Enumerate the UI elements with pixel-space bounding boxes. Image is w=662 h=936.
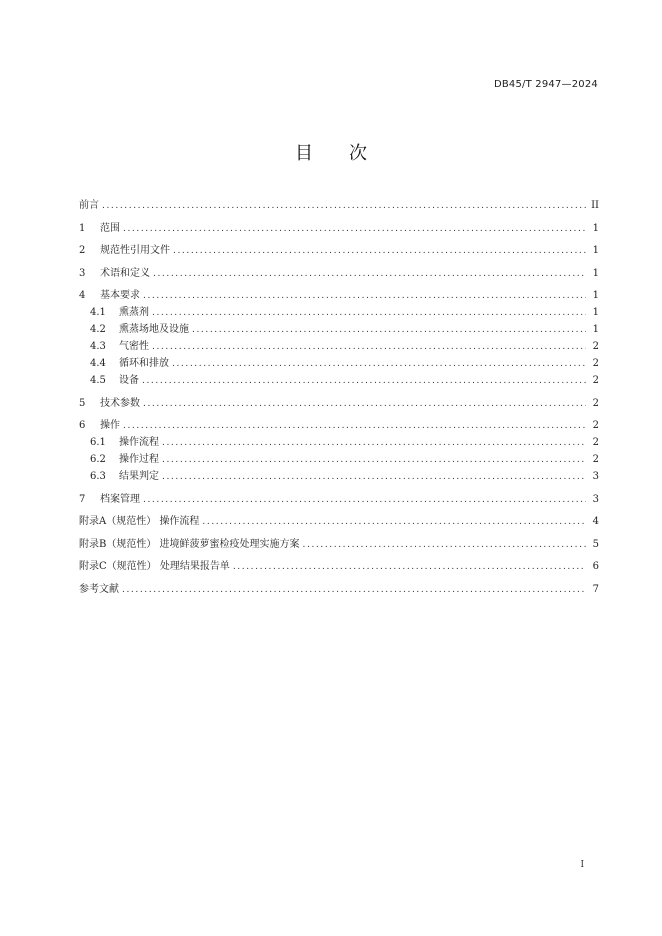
toc-entry-page: 2	[592, 375, 599, 386]
dot-leader	[162, 453, 586, 467]
dot-leader	[143, 289, 586, 303]
toc-entry[interactable]	[79, 323, 599, 337]
dot-leader	[303, 538, 586, 552]
toc-entry[interactable]	[79, 515, 599, 529]
toc-entry-label: 操作	[100, 420, 120, 431]
table-of-contents	[79, 199, 599, 597]
toc-entry-label: 技术参数	[100, 397, 140, 409]
toc-entry-page: 1	[592, 324, 599, 335]
toc-entry-page: II	[591, 200, 599, 211]
toc-entry[interactable]	[79, 436, 599, 450]
toc-entry-page: 4	[592, 516, 599, 527]
page-title	[0, 139, 662, 165]
dot-leader	[123, 222, 586, 236]
toc-entry-number: 6.2	[90, 454, 106, 465]
toc-entry-number: 4.4	[90, 358, 106, 369]
toc-entry-page: 1	[592, 222, 599, 234]
toc-entry-number: 6.3	[90, 471, 106, 482]
toc-entry-label: 循环和排放	[119, 358, 169, 369]
toc-entry-page: 2	[592, 358, 599, 369]
dot-leader	[172, 357, 586, 371]
toc-entry-page: 2	[592, 341, 599, 352]
toc-entry-page: 2	[592, 420, 599, 431]
toc-entry[interactable]	[79, 267, 599, 281]
dot-leader	[153, 267, 586, 281]
toc-entry-number: 1	[79, 222, 86, 234]
toc-entry-page: 1	[592, 267, 599, 279]
toc-entry-number: 2	[79, 245, 86, 256]
toc-entry-label: 规范性引用文件	[100, 245, 170, 256]
toc-entry-label: 参考文献	[79, 583, 119, 595]
toc-entry-number: 4.2	[90, 324, 106, 335]
toc-entry-number: 5	[79, 397, 86, 409]
toc-entry[interactable]	[79, 244, 599, 258]
dot-leader	[152, 306, 586, 320]
toc-entry-page: 3	[592, 493, 599, 505]
toc-entry-number: 6.1	[90, 437, 106, 448]
toc-entry-page: 3	[592, 471, 599, 482]
toc-entry-number: 6	[79, 420, 86, 431]
dot-leader	[122, 583, 586, 597]
toc-entry[interactable]	[79, 289, 599, 303]
document-code: DB45/T 2947—2024	[493, 79, 598, 90]
toc-entry-label: 熏蒸剂	[119, 307, 149, 318]
toc-entry-number: 4	[79, 290, 86, 301]
toc-entry-number: 3	[79, 267, 86, 279]
toc-entry[interactable]	[79, 419, 599, 433]
toc-entry-number: 4.3	[90, 341, 106, 352]
toc-entry-page: 1	[592, 290, 599, 301]
dot-leader	[142, 374, 586, 388]
toc-entry-label: 操作过程	[119, 454, 159, 465]
toc-entry-page: 1	[592, 245, 599, 256]
toc-entry-number: 4.5	[90, 375, 106, 386]
toc-entry[interactable]	[79, 397, 599, 411]
toc-entry-page: 6	[592, 561, 599, 572]
toc-entry[interactable]	[79, 560, 599, 574]
title-char-1: 目	[295, 143, 313, 164]
toc-entry-label: 档案管理	[100, 493, 140, 505]
toc-entry[interactable]	[79, 538, 599, 552]
dot-leader	[102, 199, 586, 213]
toc-entry[interactable]	[79, 306, 599, 320]
toc-entry[interactable]	[79, 199, 599, 213]
toc-entry-label: 结果判定	[119, 471, 159, 482]
page-number: I	[580, 860, 584, 870]
toc-entry-label: 附录A（规范性） 操作流程	[79, 516, 200, 527]
toc-entry-label: 操作流程	[119, 437, 159, 448]
dot-leader	[173, 244, 586, 258]
toc-entry-label: 设备	[119, 375, 139, 386]
toc-entry-label: 术语和定义	[100, 267, 150, 279]
toc-entry[interactable]	[79, 222, 599, 236]
title-char-2: 次	[349, 143, 367, 164]
toc-entry-label: 熏蒸场地及设施	[119, 324, 189, 335]
toc-entry-page: 5	[592, 538, 599, 550]
toc-entry[interactable]	[79, 357, 599, 371]
toc-entry[interactable]	[79, 340, 599, 354]
toc-entry-page: 2	[592, 437, 599, 448]
dot-leader	[162, 436, 586, 450]
dot-leader	[123, 419, 586, 433]
dot-leader	[152, 340, 586, 354]
toc-entry[interactable]	[79, 453, 599, 467]
toc-entry-page: 2	[592, 397, 599, 409]
toc-entry-label: 基本要求	[100, 290, 140, 301]
toc-entry-label: 范围	[100, 222, 120, 234]
toc-entry[interactable]	[79, 493, 599, 507]
toc-entry-label: 附录C（规范性） 处理结果报告单	[79, 561, 230, 572]
toc-entry-label: 附录B（规范性） 进境鲜菠萝蜜检疫处理实施方案	[79, 538, 300, 550]
toc-entry[interactable]	[79, 470, 599, 484]
toc-entry-label: 前言	[79, 200, 99, 211]
dot-leader	[143, 397, 586, 411]
dot-leader	[143, 493, 586, 507]
toc-entry[interactable]	[79, 374, 599, 388]
toc-entry[interactable]	[79, 583, 599, 597]
dot-leader	[202, 515, 586, 529]
toc-entry-number: 4.1	[90, 307, 106, 318]
toc-entry-label: 气密性	[119, 341, 149, 352]
dot-leader	[192, 323, 586, 337]
toc-entry-page: 1	[592, 307, 599, 318]
toc-entry-page: 2	[592, 454, 599, 465]
dot-leader	[233, 560, 586, 574]
toc-entry-number: 7	[79, 493, 86, 505]
dot-leader	[162, 470, 586, 484]
toc-entry-page: 7	[592, 583, 599, 595]
